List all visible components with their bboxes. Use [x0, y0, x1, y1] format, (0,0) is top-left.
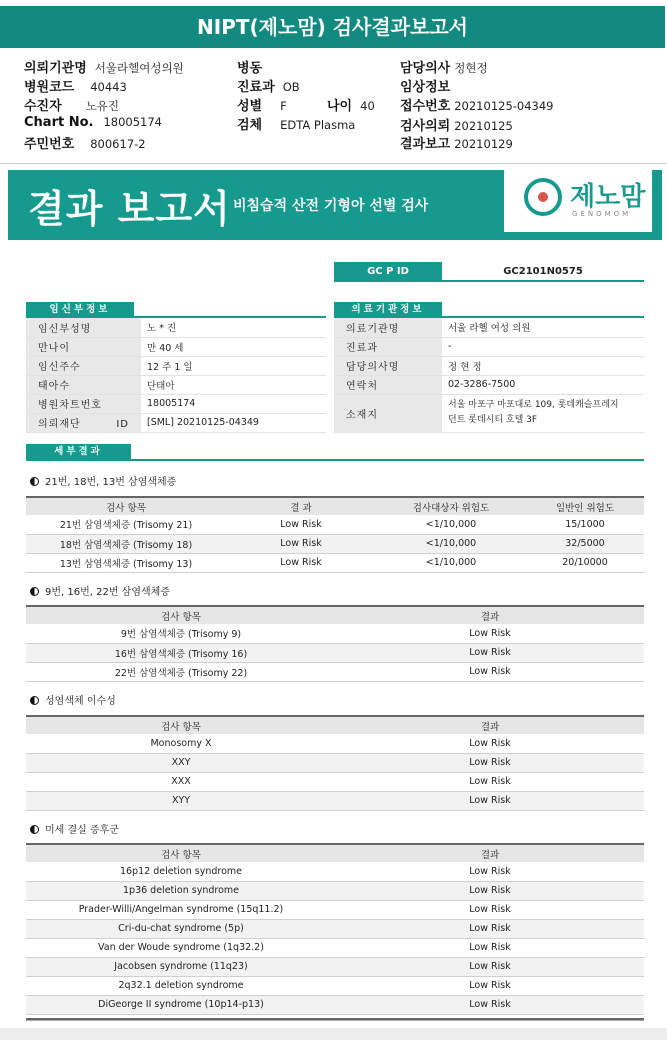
hospital-info-table: [334, 318, 644, 433]
header-field: Chart No. 18005174: [24, 115, 163, 130]
info-row: 소재지 서울 마포구 마포대로 109, 롯데캐슬프레지 던트 롯데시티 호텔 3F: [334, 394, 644, 432]
table-row: Prader-Willi/Angelman syndrome (15q11.2) Low Risk: [26, 900, 644, 919]
table-row: Jacobsen syndrome (11q23) Low Risk: [26, 957, 644, 976]
footer-strip: [0, 1028, 667, 1040]
header-field: 담당의사 정현정: [400, 61, 488, 76]
address-line-2: 던트 롯데시티 호텔 3F: [448, 415, 538, 425]
header-field: 성별 F: [237, 99, 287, 114]
logo-text: 제노맘: [570, 182, 646, 212]
header-field: 나이 40: [327, 99, 375, 114]
header-field: 진료과 OB: [237, 80, 300, 95]
table-header-row: 검사 항목 결 과 검사대상자 위험도 일반인 위험도: [26, 497, 644, 515]
table-row: XXX Low Risk: [26, 772, 644, 791]
table-row: 22번 삼염색체증 (Trisomy 22) Low Risk: [26, 662, 644, 681]
header-field: 임상정보: [400, 80, 451, 95]
table-row: Van der Woude syndrome (1q32.2) Low Risk: [26, 938, 644, 957]
half-circle-icon: [30, 696, 39, 705]
table-row: DiGeorge II syndrome (10p14-p13) Low Risk: [26, 995, 644, 1014]
details-tab: 세부결과: [26, 444, 131, 460]
header-field: 의뢰기관명 서울라헬여성의원: [24, 61, 184, 76]
banner-title: 결과 보고서: [28, 187, 231, 231]
gcpid-label: GC P ID: [334, 262, 442, 282]
header-field: 병동: [237, 61, 263, 76]
table-row: 13번 삼염색체증 (Trisomy 13) Low Risk <1/10,000 20/10000: [26, 553, 644, 572]
table-row: XXY Low Risk: [26, 753, 644, 772]
banner-subtitle: 비침습적 산전 기형아 선별 검사: [233, 198, 429, 214]
section-heading: 미세 결실 증후군: [30, 821, 119, 836]
info-row: 병원차트번호 18005174: [26, 394, 326, 413]
table-row: 9번 삼염색체증 (Trisomy 9) Low Risk: [26, 624, 644, 643]
sex-chromosome-table: [26, 715, 644, 811]
pregnant-info-tab: 임신부정보: [26, 302, 134, 318]
trisomy-other-table: [26, 605, 644, 682]
microdeletion-table: [26, 843, 644, 1015]
address-cell: [442, 394, 644, 432]
header-field: 주민번호 800617-2: [24, 137, 146, 152]
bottom-divider: [26, 1018, 644, 1021]
report-banner: [8, 170, 662, 240]
table-row: XYY Low Risk: [26, 791, 644, 810]
info-row: 담당의사명 정 현 정: [334, 356, 644, 375]
table-row: 21번 삼염색체증 (Trisomy 21) Low Risk <1/10,000 15/1000: [26, 515, 644, 534]
logo-mark-icon: [524, 178, 562, 216]
section-heading: 21번, 18번, 13번 삼염색체증: [30, 473, 176, 488]
info-row: 연락처 02-3286-7500: [334, 375, 644, 394]
table-header-row: 검사 항목 결과: [26, 844, 644, 862]
header-field: 결과보고 20210129: [400, 137, 513, 152]
table-row: Monosomy X Low Risk: [26, 734, 644, 753]
info-row: 진료과 -: [334, 337, 644, 356]
half-circle-icon: [30, 587, 39, 596]
table-row: 16번 삼염색체증 (Trisomy 16) Low Risk: [26, 643, 644, 662]
section-heading: 9번, 16번, 22번 삼염색체증: [30, 583, 170, 598]
section-divider: [26, 459, 644, 461]
table-row: 18번 삼염색체증 (Trisomy 18) Low Risk <1/10,000 32/5000: [26, 534, 644, 553]
header-field: 병원코드 40443: [24, 80, 127, 95]
table-header-row: 검사 항목 결과: [26, 716, 644, 734]
table-row: 1p36 deletion syndrome Low Risk: [26, 881, 644, 900]
header-field: 수진자 노유진: [24, 99, 120, 114]
section-heading: 성염색체 이수성: [30, 692, 116, 707]
trisomy-main-table: [26, 496, 644, 573]
table-row: Cri-du-chat syndrome (5p) Low Risk: [26, 919, 644, 938]
genomom-logo: [504, 170, 652, 232]
info-row: 만나이 만 40 세: [26, 337, 326, 356]
pregnant-info-table: [26, 318, 326, 433]
header-field: 접수번호 20210125-04349: [400, 99, 554, 114]
header-field: 검체 EDTA Plasma: [237, 118, 356, 133]
hospital-info-tab: 의료기관정보: [334, 302, 442, 318]
table-row: 2q32.1 deletion syndrome Low Risk: [26, 976, 644, 995]
half-circle-icon: [30, 825, 39, 834]
half-circle-icon: [30, 477, 39, 486]
header-info: [0, 52, 667, 164]
info-row: 임신주수 12 주 1 일: [26, 356, 326, 375]
info-row: 태아수 단태아: [26, 375, 326, 394]
header-field: 검사의뢰 20210125: [400, 119, 513, 134]
gcpid-value: GC2101N0575: [503, 266, 583, 277]
logo-subtext: GENOMOM: [572, 210, 632, 218]
table-header-row: 검사 항목 결과: [26, 606, 644, 624]
info-row: 임신부성명 노 * 진: [26, 318, 326, 337]
info-row: 의료기관명 서울 라헬 여성 의원: [334, 318, 644, 337]
logo-dot: [538, 192, 548, 202]
gcpid-row: [334, 262, 644, 282]
report-title: NIPT(제노맘) 검사결과보고서: [0, 6, 665, 48]
table-row: 16p12 deletion syndrome Low Risk: [26, 862, 644, 881]
address-line-1: 서울 마포구 마포대로 109, 롯데캐슬프레지: [448, 400, 619, 410]
info-row: 의뢰재단 ID [SML] 20210125-04349: [26, 413, 326, 432]
